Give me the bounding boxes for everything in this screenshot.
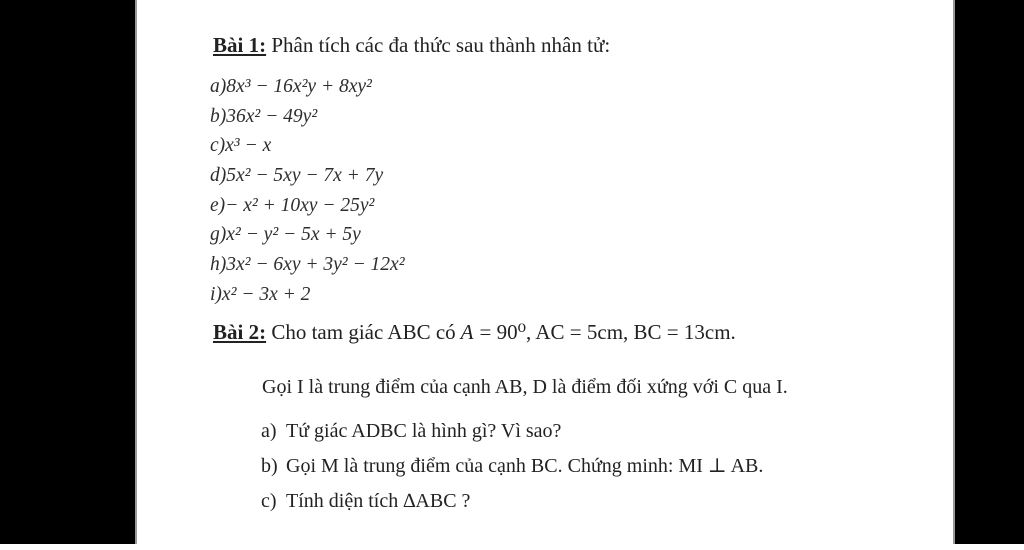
item-label: g)	[210, 224, 227, 246]
exercise2-intro-suffix: = 90⁰, AC = 5cm, BC = 13cm.	[479, 320, 736, 344]
item-label: h)	[210, 254, 227, 276]
item-expression: 5x² − 5xy − 7x + 7y	[226, 165, 384, 187]
exercise1-title	[213, 33, 610, 58]
question-item-b	[261, 449, 763, 484]
exercise2-title	[213, 320, 736, 345]
exercise1-item-list	[210, 72, 405, 310]
item-expression: x³ − x	[225, 135, 272, 157]
exercise2-description: Gọi I là trung điểm của cạnh AB, D là điểm đối xứng với C qua I.	[262, 376, 788, 398]
exercise2-intro-prefix: Cho tam giác ABC có	[271, 320, 456, 344]
math-item-g	[210, 220, 405, 250]
math-item-i	[210, 280, 405, 310]
item-expression: x² − y² − 5x + 5y	[226, 224, 361, 246]
math-item-h	[210, 250, 405, 280]
exercise2-item-list	[261, 414, 763, 518]
item-label: e)	[210, 194, 226, 216]
item-label: d)	[210, 165, 227, 187]
math-item-e	[210, 191, 405, 221]
item-expression: 3x² − 6xy + 3y² − 12x²	[226, 254, 405, 276]
math-item-a	[210, 72, 405, 102]
item-label: b)	[210, 105, 227, 127]
item-expression: 36x² − 49y²	[226, 105, 318, 127]
question-text: Tính diện tích ∆ABC ?	[286, 489, 471, 512]
question-text: Gọi M là trung điểm của cạnh BC. Chứng minh: MI ⊥ AB.	[286, 454, 764, 477]
math-item-b	[210, 102, 405, 132]
item-expression: 8x³ − 16x²y + 8xy²	[226, 76, 372, 97]
question-label: a)	[261, 420, 277, 442]
exercise1-title-label: Bài 1:	[213, 33, 267, 57]
item-label: c)	[210, 135, 226, 157]
question-label: b)	[261, 454, 278, 477]
math-item-c	[210, 131, 405, 161]
math-item-d	[210, 161, 405, 191]
question-item-a	[261, 414, 763, 449]
exercise1-title-text: Phân tích các đa thức sau thành nhân tử:	[271, 33, 611, 57]
exercise2-title-label: Bài 2:	[213, 320, 267, 344]
question-item-c	[261, 484, 763, 519]
item-label: a)	[210, 76, 227, 97]
question-label: c)	[261, 489, 277, 512]
angle-variable: A	[460, 320, 474, 344]
item-label: i)	[210, 283, 222, 305]
item-expression: − x² + 10xy − 25y²	[225, 194, 375, 216]
item-expression: x² − 3x + 2	[221, 283, 311, 305]
question-text: Tứ giác ADBC là hình gì? Vì sao?	[286, 420, 562, 442]
